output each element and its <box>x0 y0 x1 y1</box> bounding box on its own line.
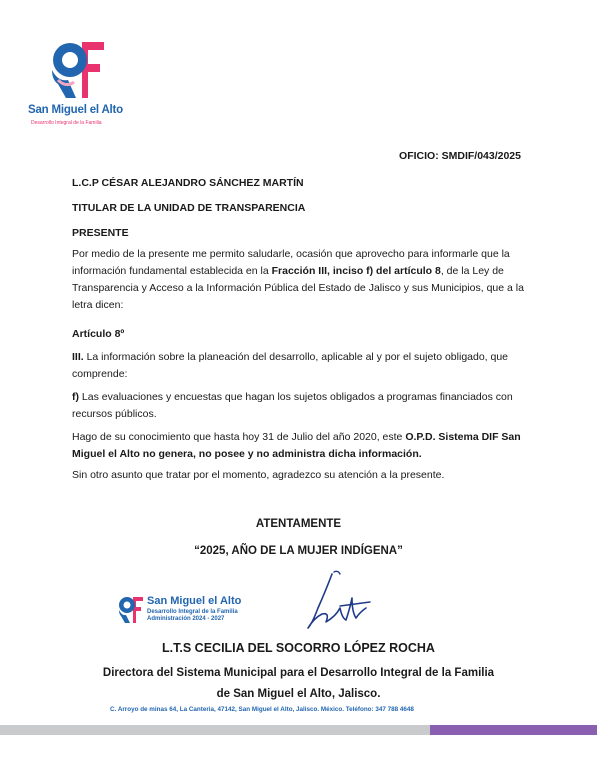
footer-margin <box>0 735 597 771</box>
intro-text-b: , de la Ley de Transparencia y Acceso a la Información Pública del Estado de Jalisco y sus Municipios, que a la letra dicen: <box>72 265 524 311</box>
dif-logo-icon <box>48 40 108 100</box>
logo-tagline: Desarrollo Integral de la Familia <box>31 120 102 126</box>
closing-motto: “2025, AÑO DE LA MUJER INDÍGENA” <box>194 545 403 557</box>
fraction-text: La información sobre la planeación del desarrollo, aplicable al y por el sujeto obligado, que comprende: <box>72 351 509 380</box>
footer-bar-purple <box>430 725 597 735</box>
handwritten-signature <box>296 568 382 636</box>
paragraph-inciso <box>72 389 532 423</box>
logo-name: San Miguel el Alto <box>28 104 124 116</box>
recipient-name: L.C.P CÉSAR ALEJANDRO SÁNCHEZ MARTÍN <box>72 177 304 189</box>
dif-stamp <box>117 596 267 628</box>
dif-logo <box>28 40 138 132</box>
signatory-role-line-1: Directora del Sistema Municipal para el Desarrollo Integral de la Familia <box>102 667 495 679</box>
paragraph-statement <box>72 429 532 463</box>
stamp-line-1: Desarrollo Integral de la Familia <box>147 609 238 615</box>
statement-bold: O.P.D. Sistema DIF San Miguel el Alto no genera, no posee y no administra dicha información. <box>72 431 521 460</box>
stamp-line-2: Administración 2024 - 2027 <box>147 616 225 622</box>
inciso-label: f) <box>72 391 79 403</box>
paragraph-intro <box>72 246 532 314</box>
statement-text: Hago de su conocimiento que hasta hoy 31 de Julio del año 2020, este <box>72 431 406 443</box>
paragraph-closing: Sin otro asunto que tratar por el momento, agradezco su atención a la presente. <box>72 469 445 481</box>
intro-bold: Fracción III, inciso f) del artículo 8 <box>271 265 441 277</box>
inciso-text: Las evaluaciones y encuestas que hagan los sujetos obligados a programas financiados con recursos públicos. <box>72 391 513 420</box>
recipient-greeting: PRESENTE <box>72 227 129 239</box>
oficio-number: OFICIO: SMDIF/043/2025 <box>399 150 521 162</box>
signatory-name: L.T.S CECILIA DEL SOCORRO LÓPEZ ROCHA <box>162 641 435 655</box>
intro-text-a: Por medio de la presente me permito saludarle, ocasión que aprovecho para informarle que la información fundamental establecida en la <box>72 248 510 277</box>
footer-bar-grey <box>0 725 430 735</box>
footer-address: C. Arroyo de minas 64, La Canteria, 47142, San Miguel el Alto, Jalisco. México. Teléfono: 347 788 4648 <box>110 706 414 713</box>
closing-atentamente: ATENTAMENTE <box>255 518 342 530</box>
dif-stamp-icon <box>117 596 145 624</box>
article-heading: Artículo 8º <box>72 328 125 340</box>
fraction-label: III. <box>72 351 84 363</box>
footer-color-bar <box>0 725 597 735</box>
signatory-role-line-2: de San Miguel el Alto, Jalisco. <box>216 688 381 700</box>
recipient-title: TITULAR DE LA UNIDAD DE TRANSPARENCIA <box>72 202 306 214</box>
stamp-name: San Miguel el Alto <box>147 595 242 607</box>
paragraph-fraction <box>72 349 532 383</box>
